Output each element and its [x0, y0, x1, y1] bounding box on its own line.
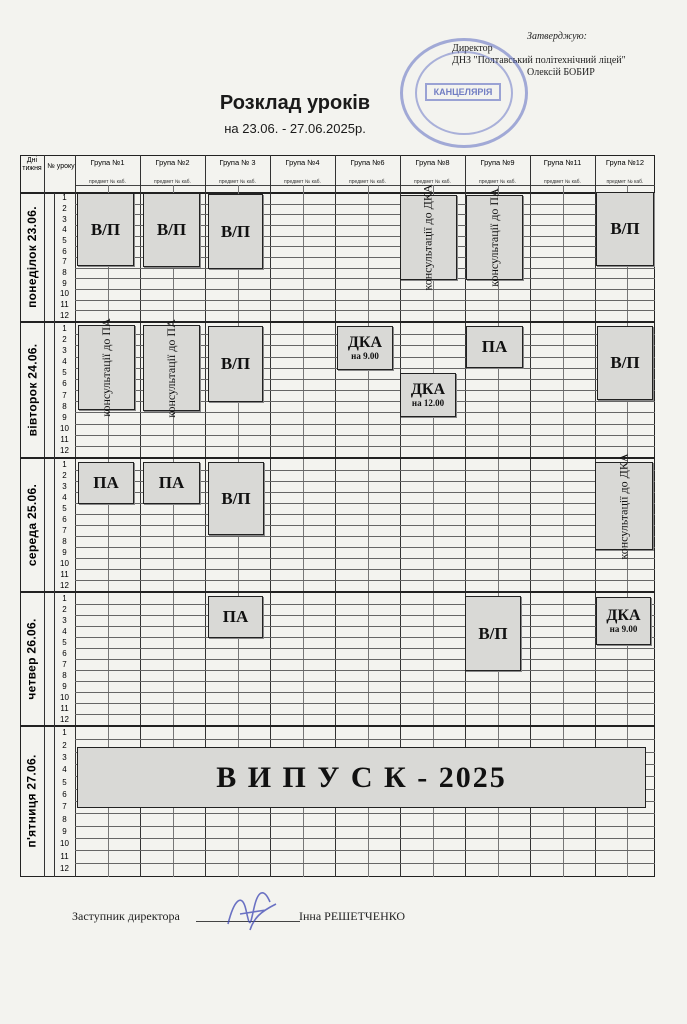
block-kons-pa-g9-mon-label: консультації до ПА: [487, 188, 501, 287]
lesson-number: 8: [62, 268, 67, 277]
row-line: [75, 838, 655, 839]
header-sub-6: предмет № каб.: [349, 179, 386, 185]
day-thursday-label: четвер 26.06.: [25, 618, 39, 700]
lesson-number: 11: [60, 435, 69, 445]
header-group-6: Група №6: [350, 158, 385, 167]
block-vp-g3-mon: В/П: [208, 194, 263, 269]
row-line: [75, 289, 655, 290]
day-monday: [21, 193, 43, 321]
header-group-11: Група №11: [543, 158, 582, 167]
page-title: Розклад уроків: [219, 92, 371, 114]
header-sub-8: предмет № каб.: [414, 179, 451, 185]
day-divider: [20, 457, 655, 459]
header-days: Дні тижня: [22, 157, 42, 172]
row-line: [75, 300, 655, 301]
lesson-number: 6: [62, 246, 67, 256]
lesson-number: 3: [62, 214, 67, 224]
lesson-number: 5: [62, 503, 67, 513]
lesson-number: 12: [60, 310, 69, 320]
header-sub-12: предмет № каб.: [606, 179, 644, 185]
lesson-number: 8: [62, 670, 67, 680]
row-line: [75, 863, 655, 864]
row-line: [75, 569, 655, 570]
row-line: [75, 536, 655, 537]
row-line: [75, 739, 655, 740]
block-kons-dka-g12-wed: [595, 452, 653, 560]
block-dka-g12-thu-label: ДКА: [606, 606, 641, 624]
lesson-number: 4: [62, 765, 67, 775]
lesson-number: 6: [62, 648, 67, 658]
block-pa-g1-wed: ПА: [78, 462, 134, 504]
row-line: [75, 850, 655, 851]
day-wednesday-label: середа 25.06.: [25, 483, 39, 567]
header-group-12: Група №12: [605, 158, 645, 167]
lesson-number: 1: [62, 323, 67, 333]
lesson-number: 7: [62, 802, 67, 812]
block-dka-g12-thu-time: на 9.00: [609, 623, 638, 634]
row-line: [75, 525, 655, 526]
lesson-number: 2: [62, 604, 67, 614]
lesson-number: 8: [62, 401, 67, 411]
lesson-number: 1: [62, 728, 67, 738]
stamp-label: КАНЦЕЛЯРІЯ: [425, 83, 501, 101]
lesson-number: 8: [62, 814, 67, 824]
footer-position: Заступник директора: [72, 909, 180, 923]
lesson-number: 7: [62, 659, 67, 669]
lesson-number: 11: [60, 300, 69, 309]
header-sub-11: предмет № каб.: [544, 179, 581, 185]
row-line: [75, 637, 655, 638]
day-monday-label: понеділок 23.06.: [25, 206, 39, 308]
block-dka-g6-tue-time: на 9.00: [351, 350, 379, 361]
block-kons-pa-g2-tue-label: консультації до ПА: [164, 318, 178, 418]
row-line: [75, 514, 655, 515]
header-group-2: Група №2: [155, 158, 190, 167]
block-dka-g8-tue-label: ДКА: [410, 380, 446, 398]
lesson-number: 2: [62, 740, 67, 750]
lesson-number: 2: [62, 204, 67, 213]
header-sub-4: предмет № каб.: [284, 179, 321, 185]
row-line: [75, 604, 655, 605]
lesson-number: 3: [62, 481, 67, 491]
graduation-banner: В И П У С К - 2025: [77, 747, 646, 808]
row-line: [75, 580, 655, 581]
block-vp-g3-tue: В/П: [208, 326, 263, 402]
row-line: [75, 670, 655, 671]
col-line: [75, 155, 76, 877]
block-dka-g8-tue-time: на 12.00: [411, 397, 445, 408]
day-friday: [21, 727, 43, 875]
approval-institution: ДНЗ "Полтавський політехнічний ліцей": [452, 55, 626, 66]
day-wednesday: [21, 459, 43, 591]
lesson-number: 8: [62, 536, 67, 546]
lesson-number: 5: [62, 637, 67, 647]
lesson-number: 10: [60, 692, 69, 702]
block-pa-g9-tue: ПА: [466, 326, 523, 368]
lesson-number: 7: [62, 257, 67, 267]
header-group-3: Група № 3: [219, 158, 256, 167]
lesson-number: 12: [60, 580, 69, 590]
row-line: [75, 703, 655, 704]
lesson-number: 11: [60, 569, 69, 579]
block-vp-g1-mon: В/П: [77, 193, 134, 266]
row-line: [75, 692, 655, 693]
lesson-number: 9: [62, 547, 67, 557]
block-kons-dka-g12-wed-label: консультації до ДКА: [616, 452, 631, 560]
lesson-number: 4: [62, 225, 67, 235]
block-pa-g2-wed: ПА: [143, 462, 200, 504]
lesson-number: 6: [62, 379, 67, 389]
day-divider: [20, 725, 655, 727]
row-line: [75, 412, 655, 413]
header-group-9: Група №9: [480, 158, 515, 167]
block-kons-pa-g9-mon: [466, 188, 523, 287]
footer-name: Інна РЕШЕТЧЕНКО: [299, 909, 406, 923]
lesson-number: 6: [62, 514, 67, 524]
header-sub-9: предмет № каб.: [479, 179, 516, 185]
row-line: [75, 626, 655, 627]
block-vp-g3-wed: В/П: [208, 462, 264, 535]
lesson-number: 3: [62, 345, 67, 355]
block-dka-g6-tue: [337, 326, 393, 370]
lesson-number: 9: [62, 278, 67, 288]
row-line: [75, 714, 655, 715]
header-lesson-number: № уроку: [47, 163, 75, 170]
lesson-number: 2: [62, 470, 67, 480]
lesson-number: 9: [62, 412, 67, 422]
row-line: [75, 681, 655, 682]
day-thursday: [21, 593, 43, 725]
row-line: [75, 310, 655, 311]
lesson-number: 10: [60, 839, 69, 849]
lesson-number: 9: [62, 826, 67, 836]
lesson-number: 3: [62, 752, 67, 762]
header-group-4: Група №4: [285, 158, 320, 167]
header-sub-1: предмет № каб.: [89, 179, 126, 185]
block-dka-g12-thu: [596, 597, 651, 645]
header-sub-3: предмет № каб.: [219, 179, 256, 185]
block-kons-dka-g8-mon-label: консультації до ДКА: [421, 184, 435, 291]
lesson-col-line: [54, 193, 55, 877]
row-line: [75, 659, 655, 660]
lesson-number: 11: [60, 703, 69, 713]
lesson-number: 11: [60, 851, 69, 861]
approval-director-name: Олексій БОБИР: [527, 67, 595, 78]
approval-position: Директор: [452, 43, 493, 54]
approval-heading: Затверджую:: [527, 31, 587, 42]
lesson-number: 5: [62, 777, 67, 787]
block-vp-g9-thu: В/П: [465, 596, 521, 671]
lesson-number: 3: [62, 615, 67, 625]
lesson-number: 10: [60, 289, 69, 299]
row-line: [75, 278, 655, 279]
row-line: [75, 435, 655, 436]
lesson-number: 1: [62, 193, 67, 203]
col-line: [44, 155, 45, 877]
row-line: [75, 547, 655, 548]
lesson-number: 7: [62, 390, 67, 400]
lesson-number: 1: [62, 593, 67, 603]
block-kons-dka-g8-mon: [400, 184, 457, 291]
lesson-number: 12: [60, 446, 69, 456]
row-line: [75, 826, 655, 827]
block-dka-g8-tue: [400, 373, 456, 417]
lesson-number: 10: [60, 424, 69, 434]
block-dka-g6-tue-label: ДКА: [347, 333, 383, 351]
page-subtitle: на 23.06. - 27.06.2025р.: [224, 121, 366, 136]
row-line: [75, 558, 655, 559]
lesson-number: 4: [62, 357, 67, 367]
lesson-number: 10: [60, 558, 69, 568]
row-line: [75, 648, 655, 649]
lesson-number: 5: [62, 236, 67, 245]
header-sub-divider: [75, 185, 655, 186]
header-group-8: Група №8: [415, 158, 450, 167]
lesson-number: 2: [62, 334, 67, 344]
lesson-number: 6: [62, 789, 67, 799]
lesson-number: 4: [62, 626, 67, 636]
row-line: [75, 446, 655, 447]
day-divider: [20, 321, 655, 323]
day-tuesday-label: вівторок 24.06.: [25, 343, 39, 437]
block-vp-g12-tue: В/П: [597, 326, 653, 400]
block-vp-g2-mon: В/П: [143, 193, 200, 267]
header-sub-2: предмет № каб.: [154, 179, 191, 185]
block-kons-pa-g2-tue: [143, 318, 200, 418]
block-kons-pa-g1-tue-label: консультації до ПА: [99, 318, 113, 417]
lesson-number: 1: [62, 459, 67, 469]
lesson-number: 7: [62, 525, 67, 535]
day-friday-label: п'ятниця 27.06.: [25, 754, 39, 848]
lesson-number: 12: [60, 863, 69, 873]
lesson-number: 4: [62, 492, 67, 502]
lesson-number: 5: [62, 368, 67, 378]
header-group-1: Група №1: [90, 158, 125, 167]
block-kons-pa-g1-tue: [78, 318, 135, 417]
day-divider: [20, 591, 655, 593]
row-line: [75, 615, 655, 616]
block-vp-g12-mon: В/П: [596, 192, 654, 266]
lesson-number: 12: [60, 714, 69, 724]
lesson-number: 9: [62, 681, 67, 691]
day-tuesday: [21, 323, 43, 457]
row-line: [75, 813, 655, 814]
signature-icon: [220, 880, 280, 936]
block-pa-g3-thu: ПА: [208, 596, 263, 638]
row-line: [75, 268, 655, 269]
row-line: [75, 424, 655, 425]
